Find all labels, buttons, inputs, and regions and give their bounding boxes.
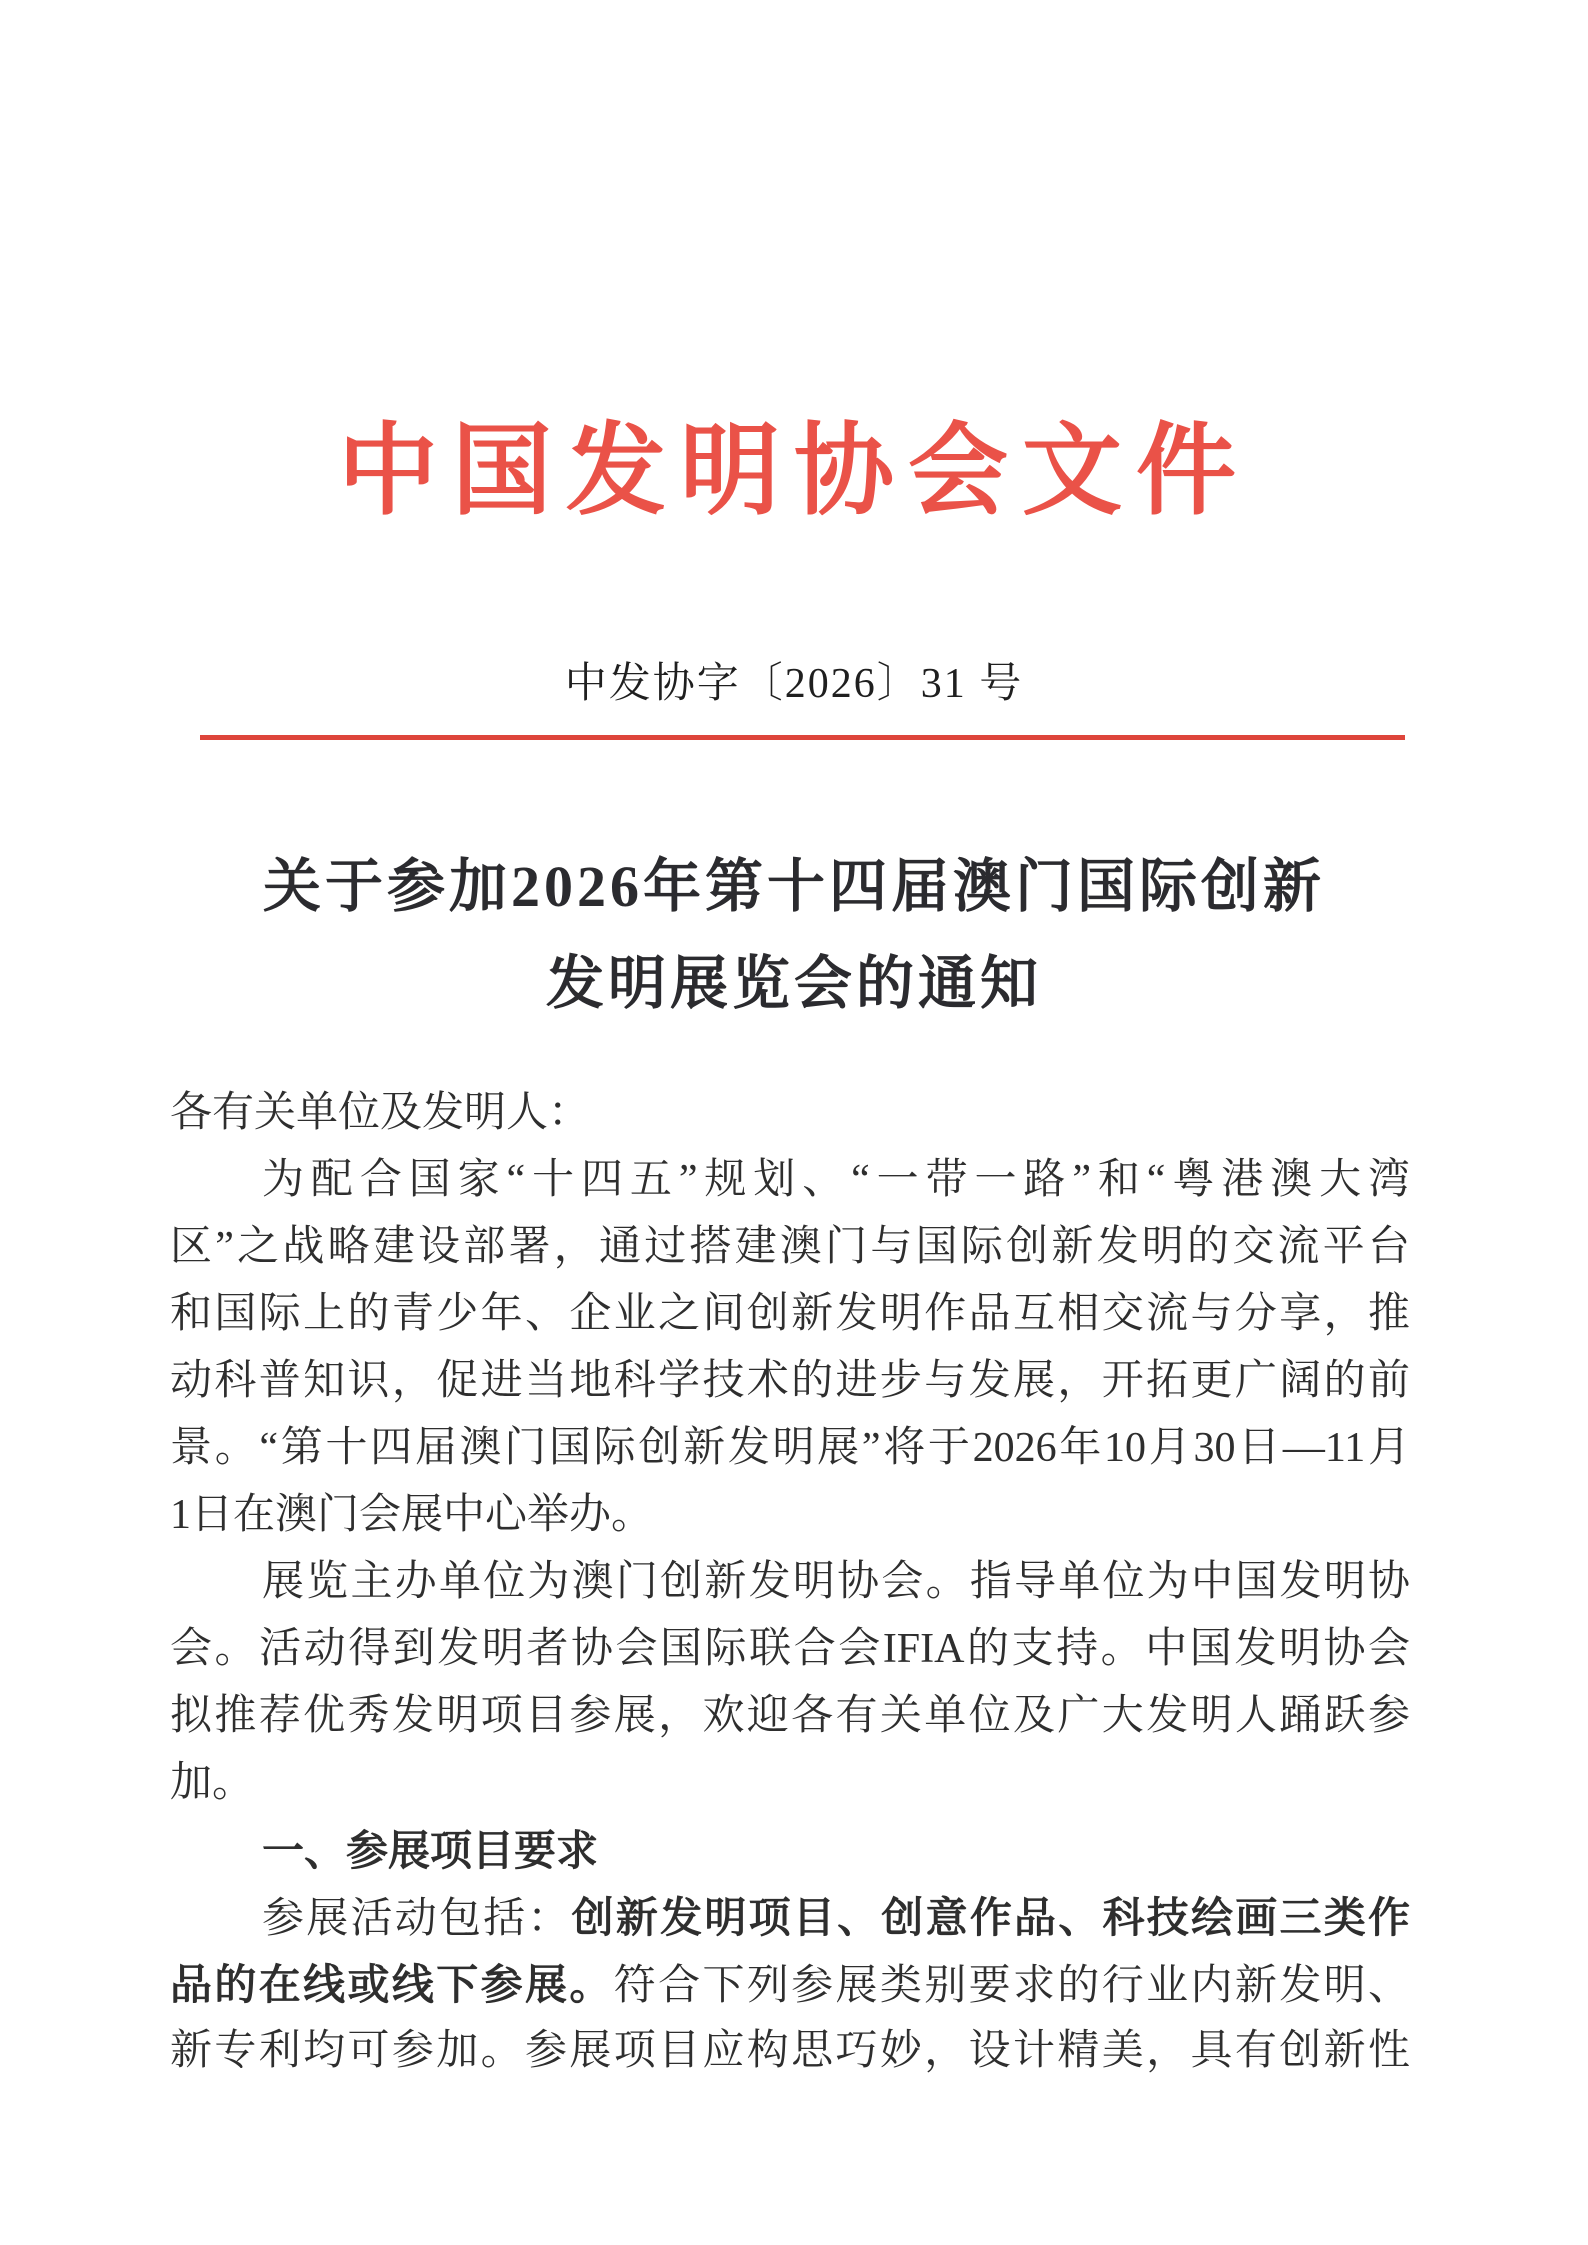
document-title-line2: 发明展览会的通知	[545, 951, 1042, 1016]
body-line	[170, 2018, 1410, 2085]
body-line	[170, 1817, 1410, 1884]
body-text-segment: 1日在澳门会展中心举办。	[170, 1492, 654, 1538]
red-divider-rule	[200, 735, 1405, 740]
letterhead-title: 中国发明协会文件	[338, 416, 1250, 527]
body-line	[170, 1348, 1410, 1415]
body-text-segment: 符合下列参展类别要求的行业内新发明、	[613, 1963, 1410, 2009]
body-line	[170, 1884, 1410, 1951]
body-text-segment: 各有关单位及发明人：	[170, 1090, 591, 1136]
body-line	[170, 1415, 1410, 1482]
body-text-segment: 为配合国家“十四五”规划、“一带一路”和“粤港澳大湾	[262, 1157, 1410, 1203]
body-line	[170, 1549, 1410, 1616]
doc-number: 中发协字〔2026〕31 号	[564, 661, 1024, 707]
body-text-segment: 参展活动包括：	[262, 1896, 572, 1942]
body-text-segment: 会。活动得到发明者协会国际联合会IFIA的支持。中国发明协会	[170, 1626, 1410, 1672]
body-line	[170, 1214, 1410, 1281]
body-line	[170, 1147, 1410, 1214]
body-line	[170, 1750, 1410, 1817]
body-text-segment: 拟推荐优秀发明项目参展，欢迎各有关单位及广大发明人踊跃参	[170, 1693, 1410, 1739]
document-title	[0, 838, 1588, 1032]
body-line	[170, 1482, 1410, 1549]
body-line	[170, 1080, 1410, 1147]
document-title-line1: 关于参加2026年第十四届澳门国际创新	[262, 854, 1325, 919]
body-text-segment: 景。“第十四届澳门国际创新发明展”将于2026年10月30日—11月	[170, 1425, 1410, 1471]
body-text-segment: 新专利均可参加。参展项目应构思巧妙，设计精美，具有创新性	[170, 2028, 1410, 2074]
body-line	[170, 1951, 1410, 2018]
body-text-segment: 展览主办单位为澳门创新发明协会。指导单位为中国发明协	[262, 1559, 1410, 1605]
body-text-bold-segment: 品的在线或线下参展。	[170, 1961, 614, 2008]
body-text-segment: 动科普知识，促进当地科学技术的进步与发展，开拓更广阔的前	[170, 1358, 1410, 1404]
body-text	[170, 1080, 1410, 2085]
body-text-segment: 加。	[170, 1760, 255, 1806]
body-text-bold-segment: 一、参展项目要求	[262, 1827, 599, 1874]
body-line	[170, 1616, 1410, 1683]
body-line	[170, 1281, 1410, 1348]
body-text-segment: 区”之战略建设部署，通过搭建澳门与国际创新发明的交流平台	[170, 1224, 1410, 1270]
body-text-bold-segment: 创新发明项目、创意作品、科技绘画三类作	[571, 1894, 1410, 1941]
body-text-segment: 和国际上的青少年、企业之间创新发明作品互相交流与分享，推	[170, 1291, 1410, 1337]
body-line	[170, 1683, 1410, 1750]
